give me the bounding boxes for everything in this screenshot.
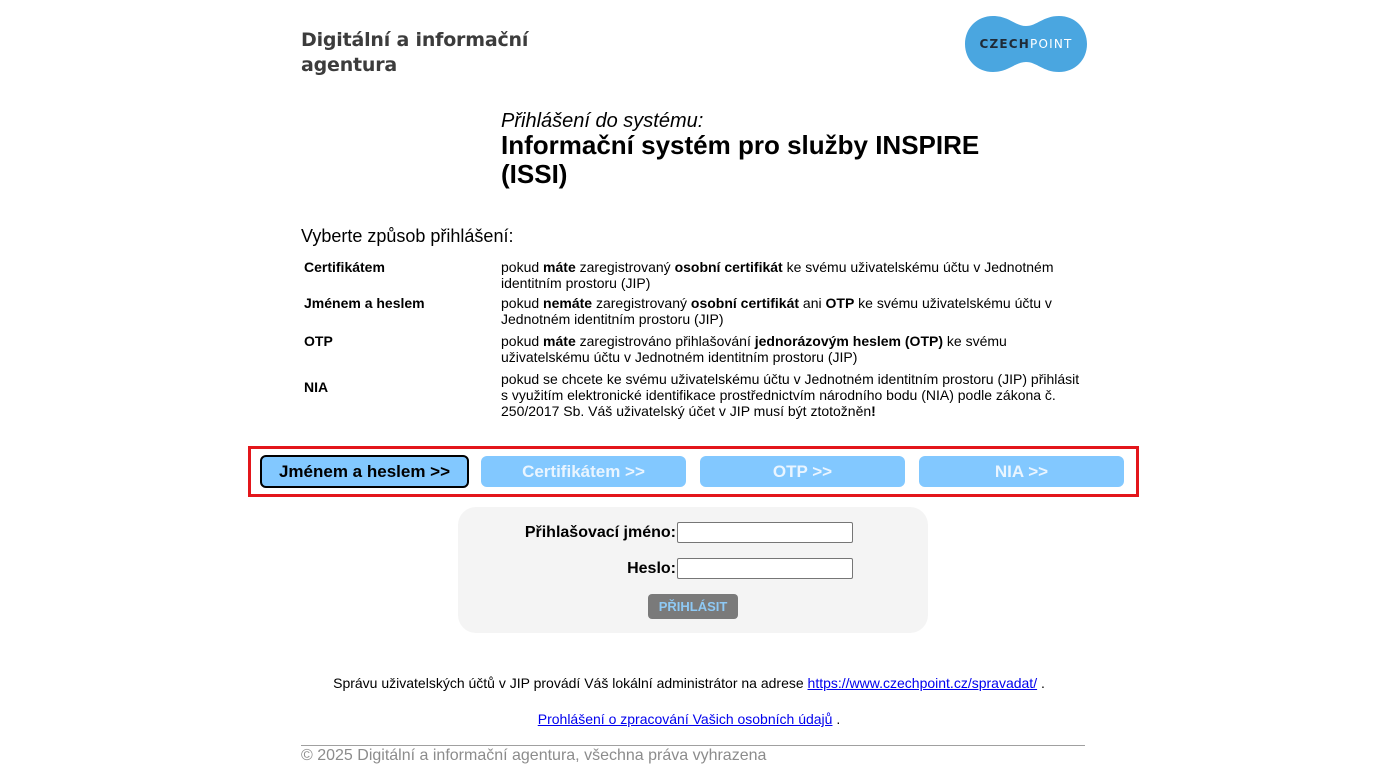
copyright: © 2025 Digitální a informační agentura, všechna práva vyhrazena [301, 747, 767, 764]
username-label: Přihlašovací jméno: [524, 524, 676, 541]
certificate-method-button[interactable]: Certifikátem >> [481, 456, 686, 487]
method-desc-bold: OTP [825, 295, 855, 311]
method-desc-text: ke svému uživatelskému účtu v Jednotném identitním prostoru (JIP) [501, 259, 1054, 291]
method-name: Jménem a heslem [304, 295, 425, 311]
privacy-link[interactable]: Prohlášení o zpracování Vašich osobních údajů [537, 711, 833, 727]
password-label: Heslo: [627, 560, 676, 577]
method-desc-text: zaregistrováno přihlašování [575, 333, 755, 349]
method-desc-bold: máte [543, 259, 576, 275]
method-desc-bold: máte [543, 333, 576, 349]
nia-method-button[interactable]: NIA >> [919, 456, 1124, 487]
footer-divider [301, 745, 1085, 746]
method-desc [501, 333, 1081, 365]
password-input[interactable] [677, 558, 853, 579]
agency-name [301, 28, 528, 78]
method-desc-text: pokud [501, 333, 544, 349]
method-desc-bold: osobní certifikát [690, 295, 800, 311]
admin-link[interactable]: https://www.czechpoint.cz/spravadat/ [807, 675, 1038, 691]
username-input[interactable] [677, 522, 853, 543]
admin-info-text: Správu uživatelských účtů v JIP provádí Váš lokální administrátor na adrese [333, 675, 808, 691]
agency-name-line2: agentura [301, 54, 398, 76]
otp-method-button[interactable]: OTP >> [700, 456, 905, 487]
logo-text-point: POINT [1030, 37, 1073, 51]
method-desc-bold: osobní certifikát [674, 259, 783, 275]
method-desc-text: ke svému uživatelskému účtu v Jednotném identitním prostoru (JIP) [501, 295, 1052, 327]
method-name: NIA [304, 379, 329, 395]
logo-text-czech: CZECH [979, 37, 1031, 51]
choose-method-label: Vyberte způsob přihlášení: [301, 226, 514, 246]
method-desc-text: pokud se chcete ke svému uživatelskému účtu v Jednotném identitním prostoru (JIP) přihlásit s využitím elektronické identifikace prostřednictvím národního bodu (NIA) podle zákona č. 250/2017 Sb. Váš uživatelský účet v JIP musí být ztotožněn [501, 371, 1080, 419]
method-name: Certifikátem [304, 259, 385, 275]
page-title [501, 131, 1001, 189]
method-desc-text: ani [799, 295, 826, 311]
method-desc-text: pokud [501, 259, 544, 275]
admin-info-suffix: . [1037, 675, 1045, 691]
method-name: OTP [304, 333, 333, 349]
privacy-info [0, 711, 1378, 727]
page-subtitle: Přihlášení do systému: [501, 110, 704, 132]
privacy-suffix: . [832, 711, 841, 727]
method-desc-text: pokud [501, 295, 544, 311]
method-desc [501, 371, 1081, 419]
password-method-button[interactable]: Jménem a heslem >> [260, 455, 469, 488]
method-desc-text: zaregistrovaný [592, 295, 691, 311]
method-desc-text: ke svému uživatelskému účtu v Jednotném identitním prostoru (JIP) [501, 333, 1007, 365]
admin-info [0, 675, 1378, 691]
method-desc-bold: jednorázovým heslem (OTP) [754, 333, 944, 349]
method-desc [501, 295, 1081, 327]
method-desc-bold: ! [871, 403, 876, 419]
page-title-line2: (ISSI) [501, 159, 568, 189]
czechpoint-logo [965, 16, 1087, 72]
page-title-line1: Informační systém pro služby INSPIRE [501, 130, 980, 160]
method-desc-text: zaregistrovaný [575, 259, 675, 275]
method-desc [501, 259, 1081, 291]
login-submit-button[interactable]: PŘIHLÁSIT [648, 594, 738, 619]
method-desc-bold: nemáte [543, 295, 593, 311]
agency-name-line1: Digitální a informační [301, 29, 529, 51]
